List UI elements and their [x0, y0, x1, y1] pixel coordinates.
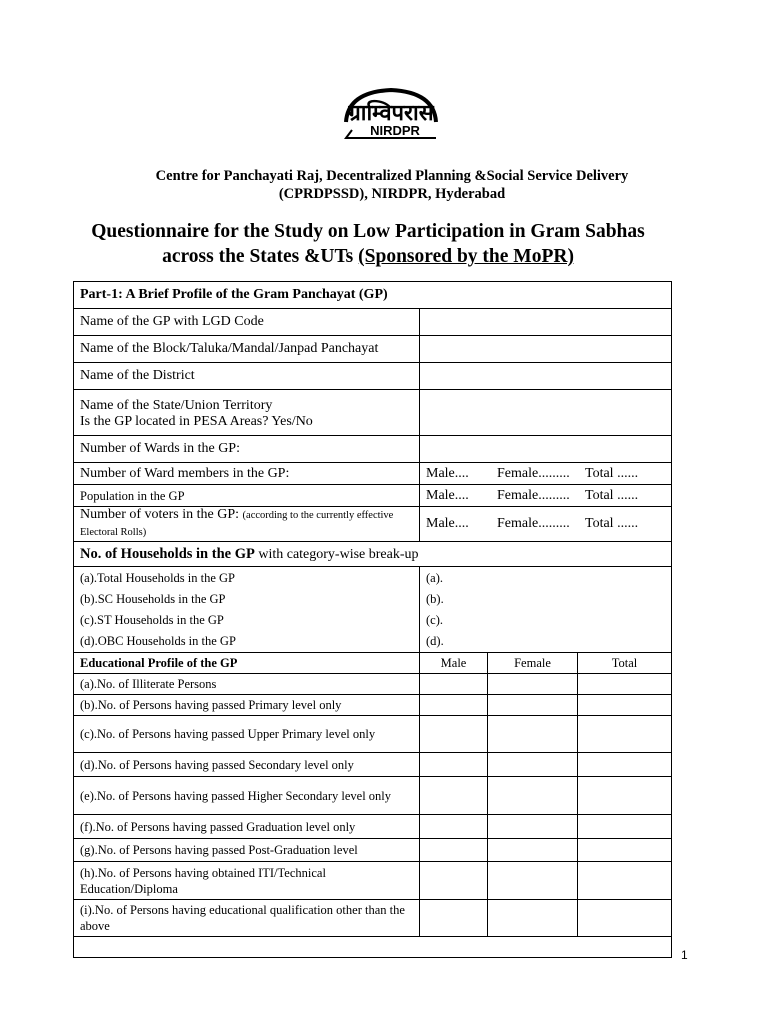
- table-row: [74, 815, 672, 839]
- row-label: Is the GP located in PESA Areas? Yes/No: [74, 414, 420, 436]
- households-labels: [74, 567, 420, 653]
- logo-hindi-text: ग्राम्विपरास: [348, 101, 434, 126]
- voters-note: (according to the currently effective Electoral Rolls): [80, 510, 394, 538]
- households-heading-rest: with category-wise break-up: [254, 546, 419, 562]
- row-label: Number of Ward members in the GP:: [74, 463, 420, 485]
- col-total-header: Total: [578, 653, 672, 674]
- households-heading-bold: No. of Households in the GP: [80, 545, 255, 562]
- household-label: (a).Total Households in the GP: [80, 571, 236, 585]
- male-cell[interactable]: [420, 674, 488, 695]
- document-title-line-2: [0, 244, 752, 269]
- answer-cell[interactable]: [420, 390, 672, 414]
- households-row: [74, 567, 672, 653]
- household-label: (b).SC Households in the GP: [80, 592, 226, 606]
- total-cell[interactable]: [578, 777, 672, 815]
- sponsor-text: (Sponsored by the MoPR): [358, 246, 574, 267]
- table-row: [74, 363, 672, 390]
- total-cell[interactable]: [578, 900, 672, 937]
- table-row: [74, 507, 672, 542]
- female-cell[interactable]: [488, 862, 578, 900]
- total-cell[interactable]: [578, 839, 672, 862]
- row-label: (d).No. of Persons having passed Secondary level only: [74, 753, 420, 777]
- gender-breakup-cell[interactable]: [420, 463, 672, 485]
- male-field: Male....: [426, 487, 469, 503]
- row-label: Name of the Block/Taluka/Mandal/Janpad Panchayat: [74, 336, 420, 363]
- row-label: (f).No. of Persons having passed Graduation level only: [74, 815, 420, 839]
- row-label: (a).No. of Illiterate Persons: [74, 674, 420, 695]
- row-label: Population in the GP: [74, 485, 420, 507]
- answer-cell[interactable]: [420, 309, 672, 336]
- total-cell[interactable]: [578, 674, 672, 695]
- education-heading-row: [74, 653, 672, 674]
- household-label: (c).ST Households in the GP: [80, 613, 224, 627]
- household-value: (b).: [426, 592, 444, 606]
- male-cell[interactable]: [420, 777, 488, 815]
- table-row: [74, 414, 672, 436]
- table-row: [74, 695, 672, 716]
- household-value: (d).: [426, 634, 444, 648]
- row-label: Name of the District: [74, 363, 420, 390]
- household-value: (c).: [426, 613, 443, 627]
- row-label: (g).No. of Persons having passed Post-Graduation level: [74, 839, 420, 862]
- male-cell[interactable]: [420, 753, 488, 777]
- answer-cell[interactable]: [420, 414, 672, 436]
- total-cell[interactable]: [578, 695, 672, 716]
- male-field: Male....: [426, 516, 469, 531]
- total-cell[interactable]: [578, 862, 672, 900]
- table-row: [74, 937, 672, 958]
- male-cell[interactable]: [420, 839, 488, 862]
- part1-heading: Part-1: A Brief Profile of the Gram Panchayat (GP): [74, 282, 672, 309]
- table-row: [74, 336, 672, 363]
- total-field: Total ......: [585, 465, 639, 481]
- female-cell[interactable]: [488, 900, 578, 937]
- org-line-1: Centre for Panchayati Raj, Decentralized Planning &Social Service Delivery: [155, 168, 629, 184]
- male-cell[interactable]: [420, 815, 488, 839]
- total-cell[interactable]: [578, 815, 672, 839]
- table-row: [74, 390, 672, 414]
- gender-breakup-cell[interactable]: [420, 485, 672, 507]
- table-row: [74, 309, 672, 336]
- total-field: Total ......: [585, 487, 639, 503]
- gender-breakup-cell[interactable]: [420, 507, 672, 542]
- empty-row[interactable]: [74, 937, 672, 958]
- female-cell[interactable]: [488, 815, 578, 839]
- col-male-header: Male: [420, 653, 488, 674]
- male-field: Male....: [426, 465, 469, 481]
- female-field: Female.........: [497, 487, 570, 503]
- households-heading: [74, 542, 672, 567]
- row-label: Name of the State/Union Territory: [74, 390, 420, 414]
- total-field: Total ......: [585, 516, 639, 531]
- male-cell[interactable]: [420, 900, 488, 937]
- page-number: 1: [681, 948, 688, 962]
- row-label: (b).No. of Persons having passed Primary level only: [74, 695, 420, 716]
- logo-latin-text: NIRDPR: [370, 123, 420, 138]
- female-cell[interactable]: [488, 753, 578, 777]
- table-row: [74, 436, 672, 463]
- row-label: (i).No. of Persons having educational qualification other than the above: [74, 900, 420, 937]
- row-label: Name of the GP with LGD Code: [74, 309, 420, 336]
- org-line-2: (CPRDPSSD), NIRDPR, Hyderabad: [278, 186, 506, 202]
- title-line-2-text: across the States &UTs: [162, 246, 359, 267]
- row-label: Number of Wards in the GP:: [74, 436, 420, 463]
- table-row: [74, 862, 672, 900]
- table-row: [74, 485, 672, 507]
- row-label: (h).No. of Persons having obtained ITI/Technical Education/Diploma: [74, 862, 420, 900]
- table-row: [74, 839, 672, 862]
- part1-heading-row: [74, 282, 672, 309]
- document-title-line-1: Questionnaire for the Study on Low Participation in Gram Sabhas: [91, 221, 645, 242]
- table-row: [74, 674, 672, 695]
- answer-cell[interactable]: [420, 436, 672, 463]
- table-row: [74, 900, 672, 937]
- male-cell[interactable]: [420, 862, 488, 900]
- voters-label: Number of voters in the GP:: [80, 507, 243, 522]
- female-field: Female.........: [497, 516, 570, 531]
- table-row: [74, 777, 672, 815]
- answer-cell[interactable]: [420, 336, 672, 363]
- row-label: (c).No. of Persons having passed Upper Primary level only: [74, 716, 420, 753]
- household-value: (a).: [426, 571, 443, 585]
- col-female-header: Female: [488, 653, 578, 674]
- total-cell[interactable]: [578, 716, 672, 753]
- female-cell[interactable]: [488, 839, 578, 862]
- table-row: [74, 716, 672, 753]
- total-cell[interactable]: [578, 753, 672, 777]
- male-cell[interactable]: [420, 716, 488, 753]
- row-label: [74, 507, 420, 542]
- questionnaire-table: [73, 281, 672, 958]
- table-row: [74, 753, 672, 777]
- table-row: [74, 463, 672, 485]
- female-cell[interactable]: [488, 674, 578, 695]
- row-label: (e).No. of Persons having passed Higher Secondary level only: [74, 777, 420, 815]
- answer-cell[interactable]: [420, 363, 672, 390]
- households-values[interactable]: [420, 567, 672, 653]
- education-heading: Educational Profile of the GP: [74, 653, 420, 674]
- female-cell[interactable]: [488, 695, 578, 716]
- female-field: Female.........: [497, 465, 570, 481]
- households-heading-row: [74, 542, 672, 567]
- female-cell[interactable]: [488, 777, 578, 815]
- nirdpr-logo: [318, 80, 464, 150]
- female-cell[interactable]: [488, 716, 578, 753]
- male-cell[interactable]: [420, 695, 488, 716]
- household-label: (d).OBC Households in the GP: [80, 634, 236, 648]
